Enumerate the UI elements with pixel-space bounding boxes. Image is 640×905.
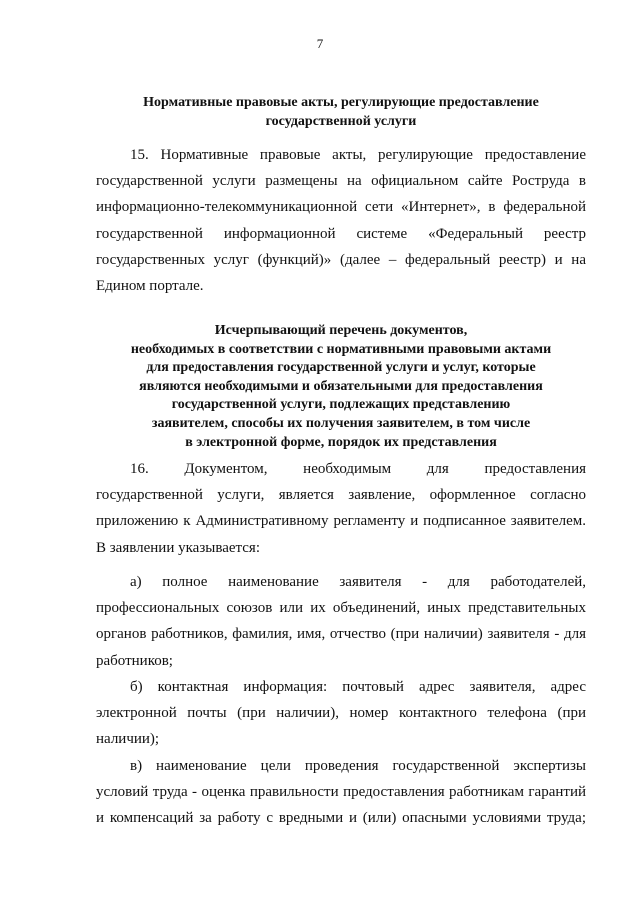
paragraph-line: информационно-телекоммуникационной сети «Интернет», в федеральной: [96, 199, 586, 216]
list-item-a: [96, 569, 586, 674]
paragraph-line: условий труда - оценка правильности предоставления работникам гарантий: [96, 784, 586, 801]
heading-line: государственной услуги: [265, 113, 417, 129]
paragraph-line: работников;: [96, 652, 173, 669]
paragraph-line: приложению к Административному регламенту и подписанное заявителем.: [96, 513, 586, 530]
heading-line: являются необходимыми и обязательными для предоставления: [139, 378, 543, 394]
paragraph-line: и компенсаций за работу с вредными и (или) опасными условиями труда;: [96, 810, 586, 827]
heading-line: необходимых в соответствии с нормативными правовыми актами: [130, 341, 552, 357]
list-item-b: [96, 674, 586, 753]
paragraph-line: 15. Нормативные правовые акты, регулирующие предоставление: [130, 147, 586, 163]
paragraph-line: б) контактная информация: почтовый адрес заявителя, адрес: [130, 679, 586, 695]
paragraph-line: 16. Документом, необходимым для предоставления: [130, 461, 586, 477]
heading-line: для предоставления государственной услуги и услуг, которые: [146, 360, 536, 376]
paragraph-line: государственной информационной системе «Федеральный реестр: [96, 225, 586, 242]
page-number: 7: [316, 36, 324, 51]
paragraph-line: государственной услуги, является заявление, оформленное согласно: [96, 487, 586, 504]
paragraph-line: в) наименование цели проведения государственной экспертизы: [130, 758, 586, 774]
section-heading-documents-list: [96, 322, 586, 452]
paragraph-line: Едином портале.: [96, 278, 204, 295]
heading-line: заявителем, способы их получения заявителем, в том числе: [151, 415, 531, 431]
paragraph-line: а) полное наименование заявителя - для работодателей,: [130, 574, 586, 590]
heading-line: государственной услуги, подлежащих представлению: [171, 397, 511, 413]
paragraph-16: [96, 456, 586, 561]
paragraph-line: государственной услуги размещены на официальном сайте Роструда в: [96, 173, 586, 190]
paragraph-line: наличии);: [96, 731, 160, 748]
heading-line: Нормативные правовые акты, регулирующие предоставление: [143, 95, 539, 110]
paragraph-line: электронной почты (при наличии), номер контактного телефона (при: [96, 705, 586, 722]
heading-line: в электронной форме, порядок их представления: [185, 434, 497, 450]
paragraph-line: органов работников, фамилия, имя, отчество (при наличии) заявителя - для: [96, 626, 586, 643]
paragraph-line: В заявлении указывается:: [96, 539, 260, 556]
section-heading-normative-acts: [96, 94, 586, 131]
paragraph-line: профессиональных союзов или их объединений, иных представительных: [96, 600, 586, 617]
paragraph-15: [96, 142, 586, 299]
paragraph-line: государственных услуг (функций)» (далее – федеральный реестр) и на: [96, 251, 586, 268]
list-item-v: [96, 753, 586, 832]
heading-line: Исчерпывающий перечень документов,: [214, 323, 468, 338]
